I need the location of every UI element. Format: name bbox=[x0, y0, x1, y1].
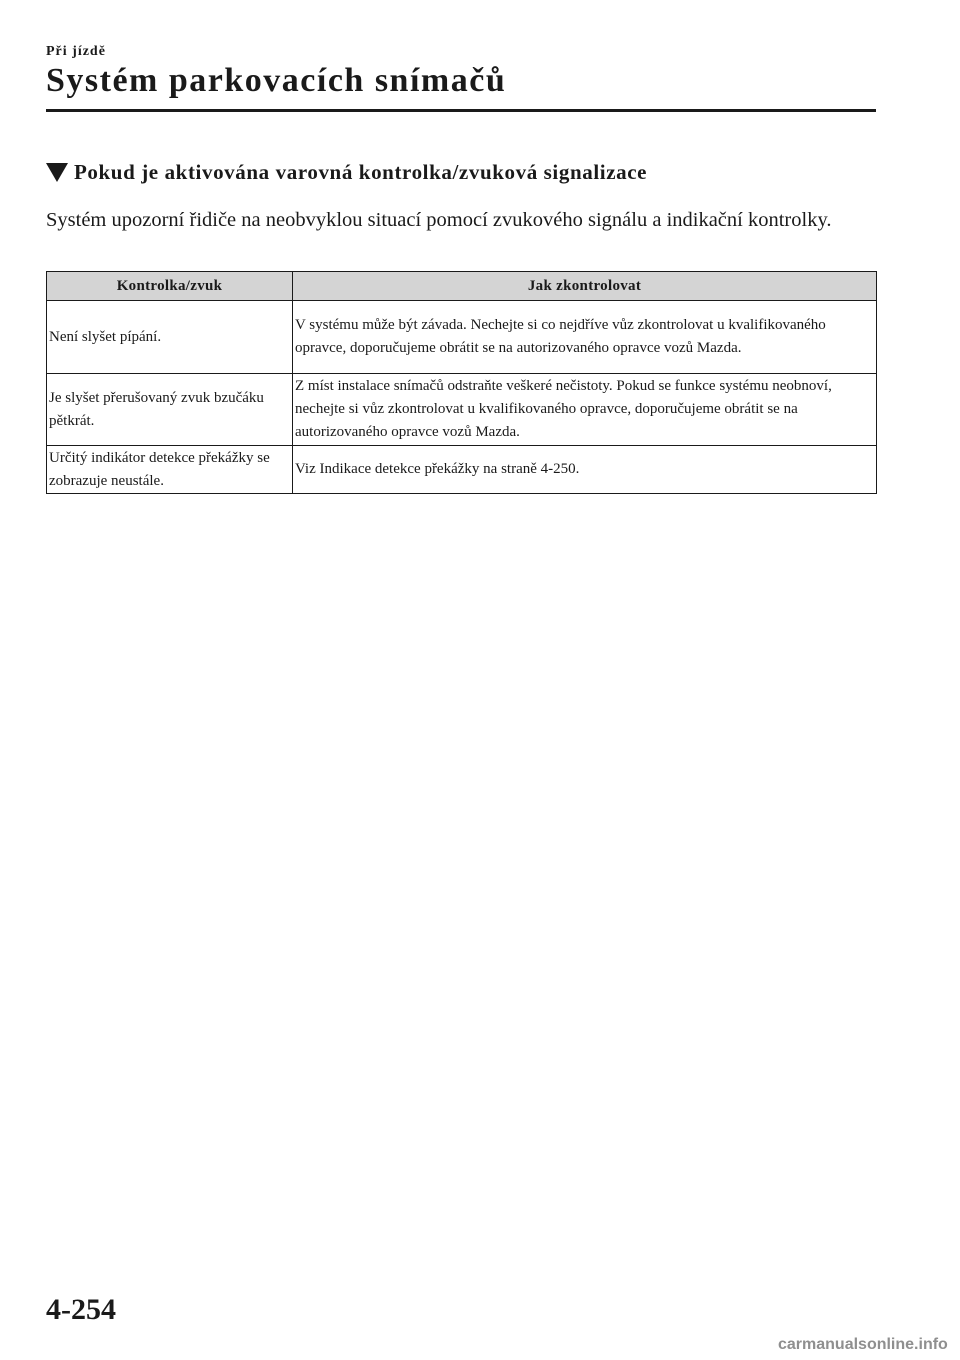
watermark: carmanualsonline.info bbox=[778, 1336, 948, 1353]
page-number: 4-254 bbox=[46, 1293, 116, 1326]
section-heading bbox=[46, 160, 647, 185]
action-cell: V systému může být závada. Nechejte si co nejdříve vůz zkontrolovat u kvalifikovaného opravce, doporučujeme obrátit se na autorizovaného opravce vozů Mazda. bbox=[293, 301, 877, 374]
table-row bbox=[47, 374, 877, 446]
table-header-row bbox=[47, 272, 877, 301]
triangle-down-icon bbox=[46, 163, 68, 182]
page-title: Systém parkovacích snímačů bbox=[46, 62, 507, 99]
chapter-label: Při jízdě bbox=[46, 44, 106, 59]
signal-cell: Není slyšet pípání. bbox=[47, 301, 293, 374]
column-header-signal: Kontrolka/zvuk bbox=[47, 272, 293, 301]
signal-cell: Určitý indikátor detekce překážky se zobrazuje neustále. bbox=[47, 446, 293, 494]
table-row bbox=[47, 446, 877, 494]
intro-paragraph: Systém upozorní řidiče na neobvyklou situací pomocí zvukového signálu a indikační kontrolky. bbox=[46, 209, 832, 231]
warning-table bbox=[46, 271, 877, 494]
column-header-action: Jak zkontrolovat bbox=[293, 272, 877, 301]
title-divider bbox=[46, 109, 876, 112]
action-cell: Z míst instalace snímačů odstraňte veškeré nečistoty. Pokud se funkce systému neobnoví, nechejte si vůz zkontrolovat u kvalifikovaného opravce, doporučujeme obrátit se na autorizovaného opravce vozů Mazda. bbox=[293, 374, 877, 446]
table-row bbox=[47, 301, 877, 374]
section-heading-text: Pokud je aktivována varovná kontrolka/zvuková signalizace bbox=[74, 160, 648, 184]
action-cell: Viz Indikace detekce překážky na straně 4-250. bbox=[293, 446, 877, 494]
signal-cell: Je slyšet přerušovaný zvuk bzučáku pětkrát. bbox=[47, 374, 293, 446]
